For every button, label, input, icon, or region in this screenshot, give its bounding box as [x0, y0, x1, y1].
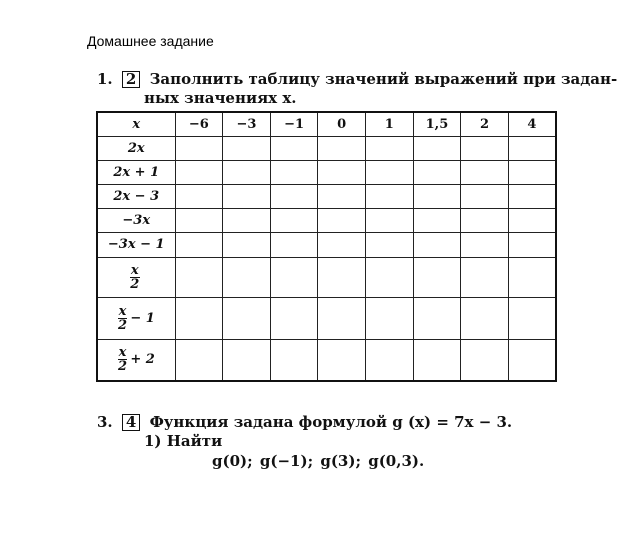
task-3-text-line1: Функция задана формулой g (x) = 7x − 3.: [149, 413, 513, 431]
table-row: [97, 160, 556, 184]
empty-value-cell[interactable]: [270, 297, 318, 339]
empty-value-cell[interactable]: [175, 160, 223, 184]
empty-value-cell[interactable]: [413, 339, 461, 381]
fraction-denominator: 2: [117, 317, 128, 333]
header-x-value: −3: [223, 112, 271, 136]
empty-value-cell[interactable]: [461, 184, 509, 208]
empty-value-cell[interactable]: [366, 136, 414, 160]
empty-value-cell[interactable]: [223, 136, 271, 160]
empty-value-cell[interactable]: [270, 208, 318, 232]
empty-value-cell[interactable]: [413, 297, 461, 339]
table-row: [97, 136, 556, 160]
empty-value-cell[interactable]: [461, 232, 509, 257]
empty-value-cell[interactable]: [270, 257, 318, 297]
empty-value-cell[interactable]: [508, 232, 556, 257]
fraction-tail: − 1: [130, 310, 155, 326]
fraction-numerator: x: [118, 345, 127, 361]
table-row: [97, 184, 556, 208]
header-x-value: 0: [318, 112, 366, 136]
empty-value-cell[interactable]: [366, 232, 414, 257]
empty-value-cell[interactable]: [413, 257, 461, 297]
task-1: [97, 70, 617, 108]
function-calls: g(0); g(−1); g(3); g(0,3).: [212, 452, 425, 470]
empty-value-cell[interactable]: [508, 160, 556, 184]
task-1-text-line1: Заполнить таблицу значений выражений при задан-: [149, 70, 618, 88]
empty-value-cell[interactable]: [175, 136, 223, 160]
empty-value-cell[interactable]: [223, 257, 271, 297]
empty-value-cell[interactable]: [508, 208, 556, 232]
empty-value-cell[interactable]: [318, 232, 366, 257]
empty-value-cell[interactable]: [318, 297, 366, 339]
empty-value-cell[interactable]: [413, 136, 461, 160]
row-expression: 2x − 3: [97, 184, 175, 208]
header-x-value: 1,5: [413, 112, 461, 136]
row-expression: [97, 257, 175, 297]
empty-value-cell[interactable]: [270, 184, 318, 208]
row-expression: [97, 339, 175, 381]
row-expression: [97, 297, 175, 339]
empty-value-cell[interactable]: [175, 184, 223, 208]
task-1-text-line2: ных значениях x.: [144, 89, 297, 107]
task-3-box: 4: [122, 414, 140, 431]
task-3-text-line2: 1) Найти: [144, 432, 223, 450]
empty-value-cell[interactable]: [366, 184, 414, 208]
table-row: [97, 339, 556, 381]
empty-value-cell[interactable]: [366, 297, 414, 339]
empty-value-cell[interactable]: [318, 339, 366, 381]
header-x-value: 2: [461, 112, 509, 136]
empty-value-cell[interactable]: [175, 232, 223, 257]
empty-value-cell[interactable]: [318, 208, 366, 232]
empty-value-cell[interactable]: [175, 257, 223, 297]
empty-value-cell[interactable]: [223, 339, 271, 381]
empty-value-cell[interactable]: [318, 184, 366, 208]
empty-value-cell[interactable]: [461, 339, 509, 381]
header-x-value: 1: [366, 112, 414, 136]
page-heading: Домашнее задание: [87, 33, 214, 49]
empty-value-cell[interactable]: [508, 339, 556, 381]
empty-value-cell[interactable]: [175, 339, 223, 381]
empty-value-cell[interactable]: [461, 136, 509, 160]
empty-value-cell[interactable]: [461, 257, 509, 297]
empty-value-cell[interactable]: [413, 208, 461, 232]
empty-value-cell[interactable]: [508, 136, 556, 160]
table-header-row: [97, 112, 556, 136]
empty-value-cell[interactable]: [413, 184, 461, 208]
fraction: [118, 346, 128, 373]
row-expression: 2x + 1: [97, 160, 175, 184]
empty-value-cell[interactable]: [366, 257, 414, 297]
task-1-number: 1.: [97, 70, 113, 88]
header-x-value: −1: [270, 112, 318, 136]
empty-value-cell[interactable]: [223, 297, 271, 339]
fraction-numerator: x: [118, 303, 127, 319]
table-row: [97, 297, 556, 339]
task-1-box: 2: [122, 71, 140, 88]
task-3: [97, 413, 512, 451]
header-x-label: x: [97, 112, 175, 136]
row-expression: 2x: [97, 136, 175, 160]
table-row: [97, 257, 556, 297]
fraction-numerator: x: [130, 262, 139, 278]
empty-value-cell[interactable]: [318, 160, 366, 184]
row-expression: −3x − 1: [97, 232, 175, 257]
empty-value-cell[interactable]: [175, 208, 223, 232]
empty-value-cell[interactable]: [366, 208, 414, 232]
empty-value-cell[interactable]: [270, 232, 318, 257]
empty-value-cell[interactable]: [223, 232, 271, 257]
empty-value-cell[interactable]: [318, 257, 366, 297]
empty-value-cell[interactable]: [223, 208, 271, 232]
empty-value-cell[interactable]: [366, 339, 414, 381]
empty-value-cell[interactable]: [175, 297, 223, 339]
table-row: [97, 208, 556, 232]
fraction: [130, 264, 140, 291]
empty-value-cell[interactable]: [270, 136, 318, 160]
row-expression: −3x: [97, 208, 175, 232]
empty-value-cell[interactable]: [270, 339, 318, 381]
header-x-value: 4: [508, 112, 556, 136]
empty-value-cell[interactable]: [508, 297, 556, 339]
fraction-denominator: 2: [117, 359, 128, 375]
empty-value-cell[interactable]: [366, 160, 414, 184]
empty-value-cell[interactable]: [223, 160, 271, 184]
values-table: [96, 111, 557, 382]
fraction-denominator: 2: [130, 276, 140, 292]
empty-value-cell[interactable]: [223, 184, 271, 208]
empty-value-cell[interactable]: [413, 160, 461, 184]
empty-value-cell[interactable]: [461, 208, 509, 232]
empty-value-cell[interactable]: [318, 136, 366, 160]
fraction: [118, 305, 128, 332]
empty-value-cell[interactable]: [508, 257, 556, 297]
header-x-value: −6: [175, 112, 223, 136]
table-row: [97, 232, 556, 257]
empty-value-cell[interactable]: [413, 232, 461, 257]
empty-value-cell[interactable]: [461, 297, 509, 339]
fraction-tail: + 2: [130, 352, 155, 368]
empty-value-cell[interactable]: [508, 184, 556, 208]
task-3-number: 3.: [97, 413, 113, 431]
empty-value-cell[interactable]: [270, 160, 318, 184]
empty-value-cell[interactable]: [461, 160, 509, 184]
